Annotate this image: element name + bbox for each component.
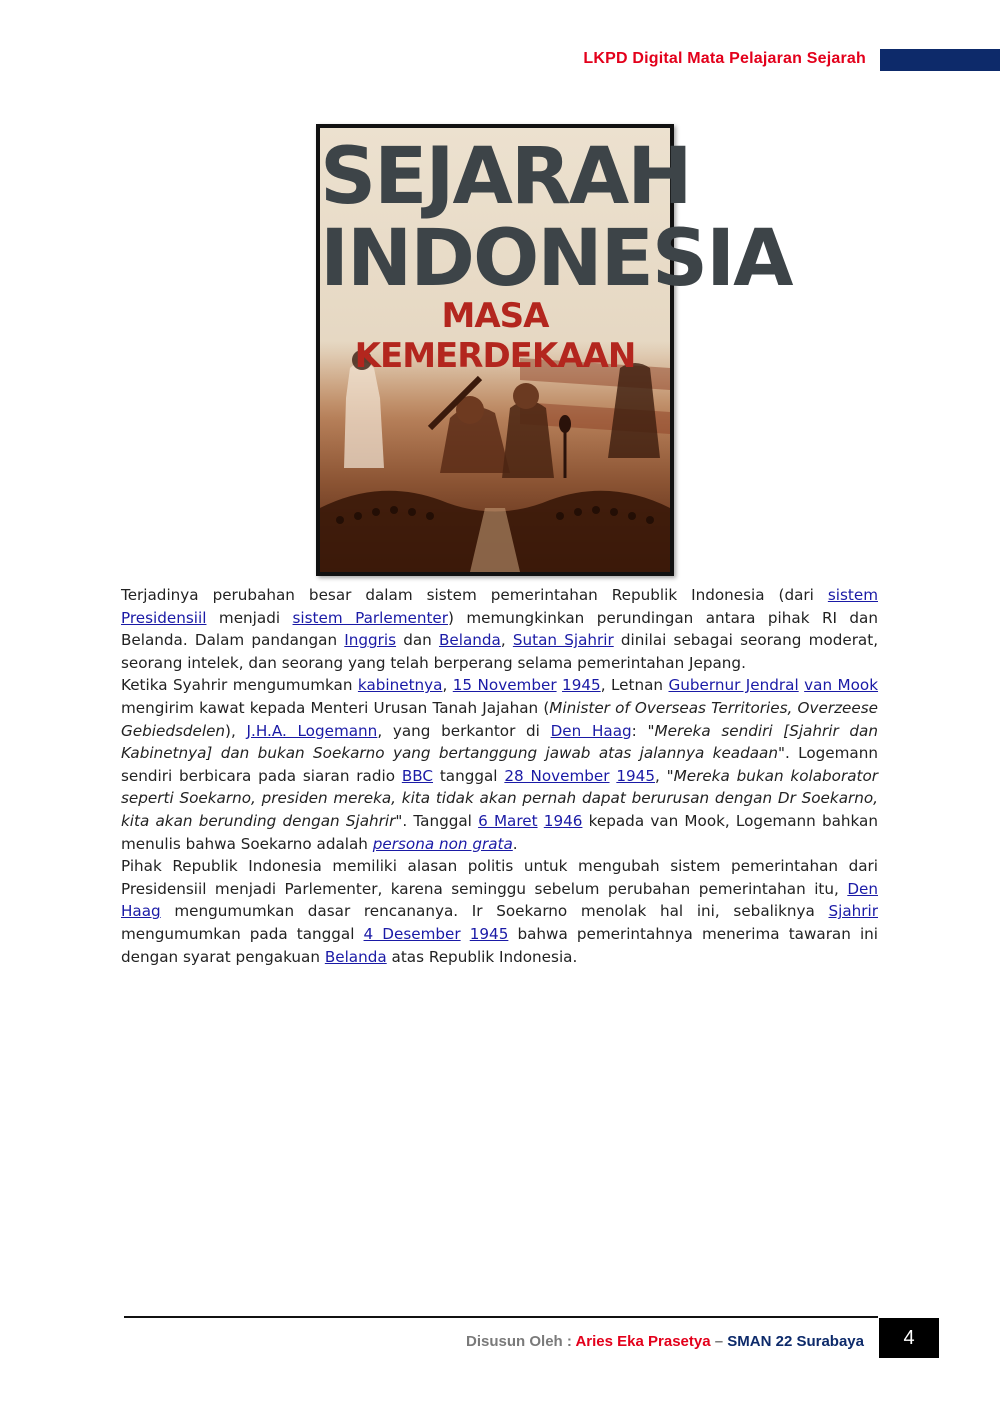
text: , yang berkantor di [377,721,551,740]
link-sistem-presidensiil[interactable]: sistem Presidensiil [121,586,878,627]
link-sistem-parlementer[interactable]: sistem Parlementer [292,608,448,627]
text: . [512,834,518,853]
link-gubernur-jendral[interactable]: Gubernur Jendral [668,676,799,695]
link-1945[interactable]: 1945 [616,766,655,785]
link-1945[interactable]: 1945 [562,676,601,695]
footer-credit [466,1333,864,1350]
cover-title-line2: INDONESIA [320,214,792,304]
cover-title-line1: SEJARAH [320,132,691,222]
text: mengumumkan dasar rencananya. Ir Soekarno menolak hal ini, sebaliknya [160,902,829,921]
text [461,925,470,943]
footer-dash: – [710,1333,728,1350]
text: ), [225,721,247,740]
link-6-maret[interactable]: 6 Maret [478,811,538,830]
paragraph-3 [121,855,878,968]
link-persona-non-grata[interactable] [373,835,513,853]
text: ) memungkinkan perundingan antara pihak RI dan Belanda. Dalam pandangan [121,608,878,650]
italic-link-text: persona non grata [372,834,513,853]
paragraph-1 [121,584,878,674]
text: Ketika Syahrir mengumumkan [121,676,358,695]
italic-quote: Mereka sendiri [Sjahrir dan Kabinetnya] dan bukan Soekarno yang bertanggung jawab atas jalannya keadaan [121,721,878,763]
header-accent-bar [880,49,1000,71]
link-15-november[interactable]: 15 November [452,676,557,695]
link-inggris[interactable]: Inggris [344,631,397,650]
text: atas Republik Indonesia. [386,947,578,966]
header-title: LKPD Digital Mata Pelajaran Sejarah [583,50,866,67]
text: , " [655,766,674,785]
text: ". Logemann sendiri berbicara pada siaran radio [121,744,878,785]
text: , [500,631,513,650]
footer-author: Aries Eka Prasetya [575,1333,711,1350]
text: ". Tanggal [395,811,479,830]
link-den-haag[interactable]: Den Haag [121,879,878,921]
text: Pihak Republik Indonesia memiliki alasan politis untuk mengubah sistem pemerintahan dari Presidensiil menjadi Parlementer, karena seminggu sebelum perubahan pemerintahan itu, [121,857,878,898]
footer-prefix: Disusun Oleh : [466,1333,576,1350]
article-body [121,584,878,968]
link-sjahrir[interactable]: Sjahrir [828,902,878,921]
link-28-november[interactable]: 28 November [504,766,610,785]
link-logemann[interactable]: J.H.A. Logemann [246,721,378,740]
italic-quote: Mereka bukan kolaborator seperti Soekarno, presiden mereka, kita tidak akan pernah dapat berurusan dengan Dr Soekarno, kita akan berunding dengan Sjahrir [121,766,878,830]
link-1945[interactable]: 1945 [469,924,509,943]
book-cover-image [316,124,792,576]
page-number: 4 [879,1318,939,1358]
text: , [442,676,453,695]
link-1946[interactable]: 1946 [543,811,583,830]
footer-school: SMAN 22 Surabaya [727,1333,864,1350]
link-belanda[interactable]: Belanda [438,631,501,650]
link-belanda[interactable]: Belanda [324,947,387,966]
link-den-haag[interactable]: Den Haag [550,721,632,740]
text: bahwa pemerintahnya menerima tawaran ini dengan syarat pengakuan [121,924,879,966]
link-sutan-sjahrir[interactable]: Sutan Sjahrir [512,631,614,650]
link-van-mook[interactable]: van Mook [804,676,879,695]
text: dan [396,631,439,650]
italic-text: Minister of Overseas Territories, Overzeese Gebiedsdelen [121,698,878,740]
text: tanggal [433,766,505,785]
text: : " [631,721,655,740]
cover-subtitle: MASA KEMERDEKAAN [354,296,636,376]
text: kepada van Mook, Logemann bahkan menulis bahwa Soekarno adalah [121,811,878,853]
link-4-desember[interactable]: 4 Desember [363,924,461,943]
link-bbc[interactable]: BBC [401,766,434,785]
paragraph-2 [121,674,878,855]
text: mengumumkan pada tanggal [121,924,364,943]
text: , Letnan [600,676,669,695]
text: menjadi [206,608,293,627]
link-kabinetnya[interactable]: kabinetnya [357,676,443,695]
footer-divider [124,1316,878,1318]
text: Terjadinya perubahan besar dalam sistem pemerintahan Republik Indonesia (dari [121,586,828,604]
text: dinilai sebagai seorang moderat, seorang intelek, dan seorang yang telah berperang selama pemerintahan Jepang. [121,631,879,672]
text: mengirim kawat kepada Menteri Urusan Tanah Jajahan ( [121,698,550,717]
